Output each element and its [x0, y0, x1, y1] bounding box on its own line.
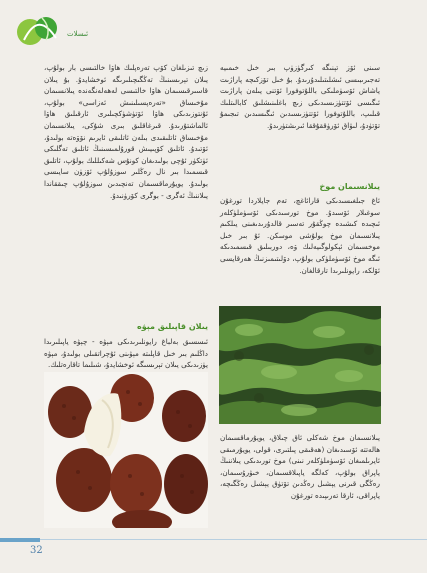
liverwort-photo: [219, 306, 381, 424]
snake-fruit-photo: [44, 372, 208, 528]
footer-divider: [40, 539, 427, 540]
left-section-heading: يىلان قاپىلىق مېۋە: [137, 322, 208, 331]
right-column-text: [220, 62, 380, 132]
right-caption-text: يىلانسىمان موخ شەكلى ئاق چىلاق، يويۇرماقسىمان ھالەتتە ئۆسىدىغان (ھەقىقى پىلتىرى، قولى، يويۇرمىقى ئايرىلمىغان ئۆسۈملۈكلەر نىنى) موخ تورىدىكى يىلاننىڭ ياپراق بولۇپ، كەلگە ياپىلاقسىمان، خىۋرۇسىمان، رەڭگى قىرنى يېشىل رەڭدىن تۆتۈق يېشىل رەڭگىچە، ياپراقى، ئارقا تەرىپىدە تورغۇن: [220, 433, 380, 500]
right-body-paragraph: سىنى ئۆز تېنىگە كىرگۈزۈپ بىر خىل خىمىيە تەجىرىبىسى ئىشلىتىلىدۇرىدۇ. بۇ خىل تۆزكىچە پاراژىت ياشاش ئۆسۈملىكى باللۇتوفورا ئۆتنى يىلەن پاراژىت ئىگىسى ئۆتتۈزىسىدىكى زىچ باغلىنىشلىق كابالىتلىك قىلىپ، باللۇتوفورا ئۆتتۈزىسىدىن ئىگىسىدىن تىجىمۇ تۆتۈدۇ، لىۋاق ئۆرۈققۇققا ئىرىشتۈرىدۇ.: [220, 63, 380, 130]
right-caption: [220, 432, 380, 502]
logo-text: ئىسلات: [67, 30, 89, 38]
right-section-heading: يىلانسىمان موخ: [319, 182, 380, 191]
page-number: 32: [30, 545, 43, 556]
right-body-2: [220, 195, 380, 276]
footer-accent-bar: [0, 538, 40, 542]
right-body-2-text: ئاغ جىلغىسىدىكى قارائاغچ، تەم جايلاردا تورغۇن سوغىلار ئۆسىدۇ. موخ تورسىدىكى ئۆسۈملۈكلەر ئىچىدە كىشىدە چوڭقۇر تەسىر قالدۇرىدىغىنى يىلكىم يىلانسىمان موخ بولۇشى موسكن. ئۇ بىر خىل موخسىمان ئېكولوگىيەلىك ۋە، دوربىلىق قىسمىدىكە ئىگە موخ ئۆسۈملۈكى بولۇپ، دۆلىتىمىزنىڭ ھەرقايسى ئۆلكە، رايونلىرىدا تارقالغان.: [220, 196, 380, 275]
left-caption: [44, 336, 208, 371]
logo: [14, 10, 66, 54]
left-body-paragraph: زىچ تىزىلغان كۆپ تەرەپلىك ھاۋا خالتىسى بار بولۇپ، يىلان تېرىسىنىڭ تەڭگىچىلىرىگە ئوخشايدۇ. بۇ يىلان قاسىرقىسىمان ھاۋا خالتىسى لەھەلەنگەندە يىلانسىمان مۇخىساق «تەرەپسىلىنىش ئەزاسى» بولۇپ، ئۇنتوزىدىكى ھاۋا ئۆتۈشۈكچىلىرى ئارقىلىق ھاۋا ئالماشتۇرىدۇ. قىرغاقلىق بىرى شۇكى، يىلانسىمان مۇخىساق ئاتلىقىدى بىلەن ئاتلىقى ئايرىم نۆۋەتە بولىدۇ، ئۆتىدۇ. ئاتلىق كۆپىيىش قورۇلمىسىنىڭ ئاتلىق تەگلىكى ئۈتكۈر ئۇچى بولىدىغان كونۇس شەكىللىك بولۇپ، ئاتلىق قىسمىدا بىر نال رەڭلىر سوزۇلۇپ ئۆزۈن سايىسى بولىدۇ. يويۇرماقسىمان تەنچىدىن سوزۇلۇپ چىققاندا يىلاننىڭ ئەگرى - بوگرى كۆرۈنىدۇ.: [44, 63, 208, 200]
left-caption-text: ئىسسىق بەلباغ رايونلىرىدىكى مېۋە - چېۋە ياپىلىرىدا داڭلىم بىر خىل قاپلىتە مېۋىنى ئۇچراتقىلى بولىدۇ، مېۋە يۈزىدىكى يىلان تېرىسىگە ئوخشايدۇ، شىلىما تاقارەتلىك.: [44, 337, 208, 370]
left-column-text: [44, 62, 208, 201]
